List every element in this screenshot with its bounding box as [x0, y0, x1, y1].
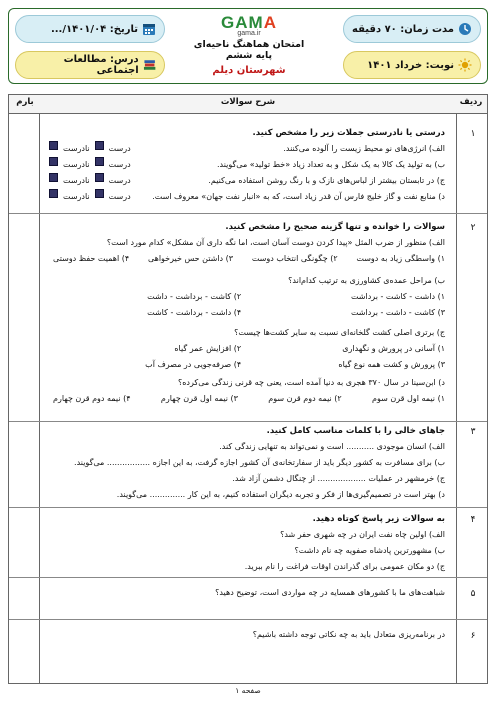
page-number: صفحه ۱ — [235, 686, 261, 695]
false-checkbox[interactable] — [49, 141, 58, 150]
q4-number: ۴ — [470, 515, 476, 525]
q4-title: به سوالات زیر پاسخ کوتاه دهید. — [312, 514, 445, 524]
subject-badge — [15, 51, 165, 79]
option[interactable]: ۲) چگونگی انتخاب دوست — [251, 254, 338, 263]
true-checkbox[interactable] — [95, 157, 104, 166]
books-icon — [143, 58, 156, 72]
q2-stem: ج) برتری اصلی کشت گلخانه‌ای نسبت به سایر کشت‌ها چیست؟ — [234, 328, 445, 337]
q1-truefalse: نادرست درست — [47, 141, 131, 157]
false-checkbox[interactable] — [49, 157, 58, 166]
date-badge — [15, 15, 165, 43]
false-checkbox[interactable] — [49, 173, 58, 182]
q2-stem: د) ابن‌سینا در سال ۳۷۰ هجری به دنیا آمده است، یعنی چه قرنی زندگی می‌کرده؟ — [177, 378, 445, 387]
q5-block — [53, 585, 445, 601]
option[interactable]: ۳) کاشت - داشت - برداشت — [350, 308, 445, 317]
q2-block — [53, 219, 445, 407]
option[interactable]: ۱) نیمه اول قرن سوم — [372, 394, 445, 403]
table-header-row — [9, 95, 487, 114]
q2-number: ۲ — [470, 223, 476, 233]
duration-badge — [343, 15, 481, 43]
true-checkbox[interactable] — [95, 189, 104, 198]
logo-url: gama.ir — [237, 30, 261, 37]
option[interactable]: ۴) داشت - برداشت - کاشت — [147, 308, 242, 317]
shift-text: نوبت: خرداد ۱۴۰۱ — [367, 59, 454, 71]
q2-options — [53, 341, 445, 357]
sun-icon — [458, 58, 472, 72]
header-desc-col: شرح سوالات — [220, 97, 276, 107]
questions-table — [8, 94, 488, 684]
q1-number: ۱ — [470, 129, 476, 139]
option[interactable]: ۱) داشت - کاشت - برداشت — [350, 292, 445, 301]
option[interactable]: ۲) نیمه دوم قرن سوم — [268, 394, 342, 403]
q2-stem: الف) منظور از ضرب المثل «پیدا کردن دوست آسان است، اما نگه داری آن مشکل» کدام مورد است؟ — [106, 238, 445, 247]
q6-text: در برنامه‌ریزی متعادل باید به چه نکاتی توجه داشته باشیم؟ — [252, 630, 445, 639]
q6-number: ۶ — [470, 631, 476, 641]
city-title: شهرستان دیلم — [212, 65, 286, 76]
duration-text: مدت زمان: ۷۰ دقیقه — [352, 23, 454, 35]
option[interactable]: ۲) افزایش عمر گیاه — [174, 344, 242, 353]
calendar-icon — [142, 22, 156, 36]
q6-block — [53, 627, 445, 643]
option[interactable]: ۴) صرفه‌جویی در مصرف آب — [145, 360, 242, 369]
q1-block — [53, 125, 445, 205]
q1-item: د) منابع نفت و گاز خلیج فارس آن قدر زیاد است، که به «انبار نفت جهان» معروف است. نادرست درست — [53, 189, 445, 205]
option[interactable]: ۳) داشتن حس خیرخواهی — [147, 254, 234, 263]
date-text: تاریخ: ۱۴۰۱/۰۴/... — [50, 23, 138, 35]
q5-text: شباهت‌های ما با کشورهای همسایه در چه مواردی است، توضیح دهید؟ — [215, 588, 445, 597]
q3-block — [53, 423, 445, 503]
true-checkbox[interactable] — [95, 141, 104, 150]
shift-badge — [343, 51, 481, 79]
q4-item: الف) اولین چاه نفت ایران در چه شهری حفر شد؟ — [280, 530, 445, 539]
q3-item: ب) برای مسافرت به کشور دیگر باید از سفارتخانه‌ی آن کشور اجازه گرفت، به این اجازه ................. می‌گویند. — [74, 458, 445, 467]
option[interactable]: ۳) نیمه اول قرن چهارم — [160, 394, 238, 403]
q3-item: د) بهتر است در تصمیم‌گیری‌ها از فکر و تجربه دیگران استفاده کنیم، به این کار .............. می‌گویند. — [116, 490, 445, 499]
q1-truefalse: نادرست درست — [47, 157, 131, 173]
q2-options — [53, 251, 445, 267]
q4-item: ج) دو مکان عمومی برای گذراندن اوقات فراغت را نام ببرید. — [244, 562, 445, 571]
q3-title: جاهای خالی را با کلمات مناسب کامل کنید. — [266, 426, 445, 436]
q1-item: ب) به تولید یک کالا به یک شکل و به تعداد زیاد «خط تولید» می‌گویند. نادرست درست — [53, 157, 445, 173]
q2-options — [53, 289, 445, 305]
option[interactable]: ۳) پرورش و کشت همه نوع گیاه — [338, 360, 445, 369]
true-checkbox[interactable] — [95, 173, 104, 182]
header-row-col: ردیف — [459, 97, 483, 107]
q2-options — [53, 357, 445, 373]
header-score-col: بارم — [16, 97, 34, 107]
q3-number: ۳ — [470, 427, 476, 437]
q1-item: الف) انرژی‌های نو محیط زیست را آلوده می‌کنند. نادرست درست — [53, 141, 445, 157]
q2-stem: ب) مراحل عمده‌ی کشاورزی به ترتیب کدام‌اند؟ — [288, 276, 445, 285]
q2-options — [53, 391, 445, 407]
q3-item: ج) خرمشهر در عملیات ................... از چنگال دشمن آزاد شد. — [232, 474, 445, 483]
exam-header — [8, 8, 488, 84]
q1-truefalse: نادرست درست — [47, 189, 131, 205]
option[interactable]: ۱) واسطگی زیاد به دوست — [356, 254, 445, 263]
q4-block — [53, 511, 445, 575]
option[interactable]: ۴) اهمیت حفظ دوستی — [53, 254, 130, 263]
exam-title: امتحان هماهنگ ناحیه‌ای پایه ششم — [193, 39, 305, 61]
q2-title: سوالات را خوانده و تنها گزینه صحیح را مشخص کنید. — [225, 222, 445, 232]
exam-page — [8, 8, 488, 695]
q4-item: ب) مشهورترین پادشاه صفویه چه نام داشت؟ — [294, 546, 445, 555]
logo-brand-b: A — [263, 13, 277, 32]
q1-title: درستی یا نادرستی جملات زیر را مشخص کنید. — [252, 128, 445, 138]
q2-options — [53, 305, 445, 321]
subject-text: درس: مطالعات اجتماعی — [63, 54, 139, 76]
q1-truefalse: نادرست درست — [47, 173, 131, 189]
option[interactable]: ۲) کاشت - برداشت - داشت — [147, 292, 242, 301]
q5-number: ۵ — [470, 589, 476, 599]
option[interactable]: ۱) آسانی در پرورش و نگهداری — [342, 344, 445, 353]
clock-icon — [458, 22, 472, 36]
gama-logo — [189, 13, 309, 76]
q1-item: ج) در تابستان بیشتر از لباس‌های نازک و با رنگ روشن استفاده می‌کنیم. نادرست درست — [53, 173, 445, 189]
option[interactable]: ۴) نیمه دوم قرن چهارم — [53, 394, 131, 403]
logo-brand-a: GAM — [221, 13, 264, 32]
q3-item: الف) انسان موجودی ........... است و نمی‌تواند به تنهایی زندگی کند. — [219, 442, 445, 451]
false-checkbox[interactable] — [49, 189, 58, 198]
